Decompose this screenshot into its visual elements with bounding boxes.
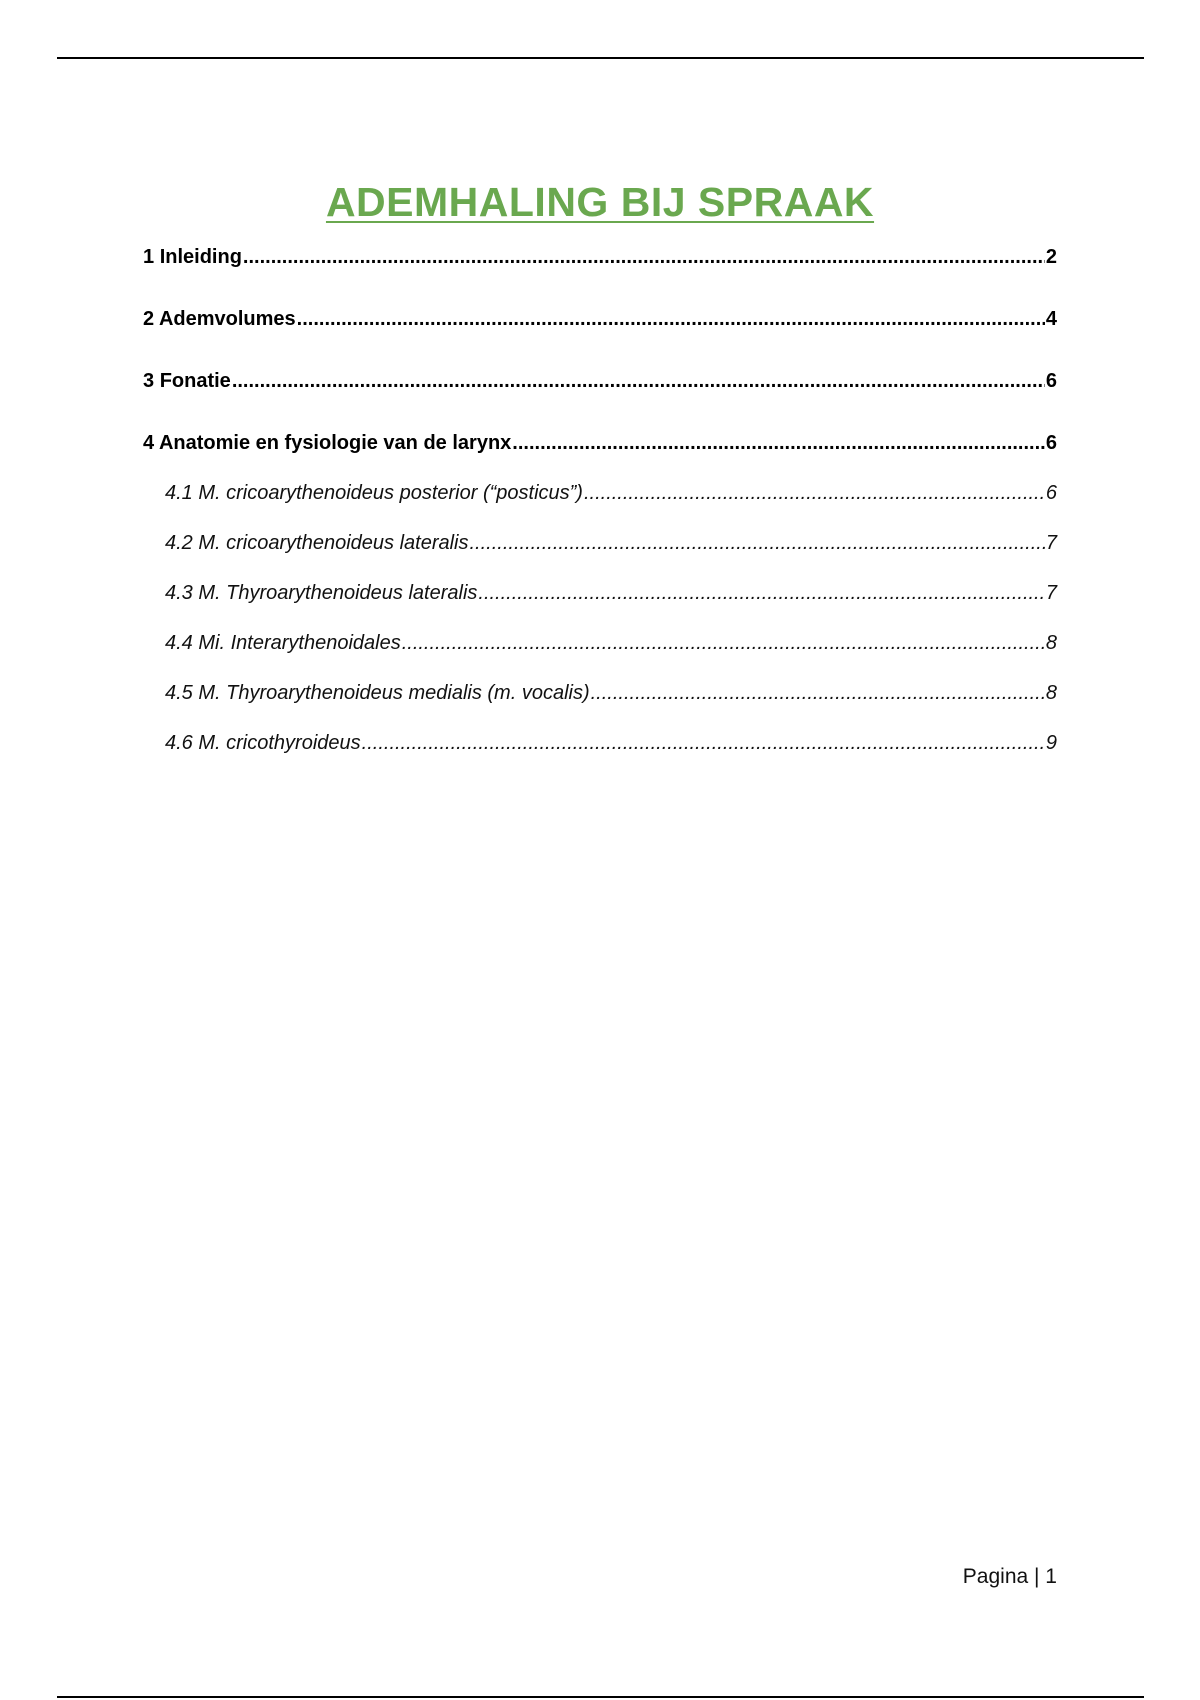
toc-page-number: 9	[1045, 732, 1057, 754]
header-rule	[57, 57, 1144, 59]
toc-entry-number: 1	[143, 246, 155, 268]
toc-entry-title	[143, 430, 511, 456]
toc-page-number: 8	[1045, 632, 1057, 654]
toc-entry-number: 4.4	[165, 632, 193, 654]
toc-entry-text: M. cricothyroideus	[198, 732, 361, 754]
toc-dot-leader	[243, 244, 1045, 270]
toc-page-number: 7	[1045, 532, 1057, 554]
toc-entry-text: Inleiding	[159, 246, 242, 268]
toc-entry-title	[165, 530, 469, 556]
toc-entry-number: 4.3	[165, 582, 193, 604]
toc-entry-text: Fonatie	[159, 370, 231, 392]
toc-entry-text: M. cricoarythenoideus lateralis	[198, 532, 469, 554]
toc-page-number: 6	[1045, 482, 1057, 504]
toc-dot-leader	[470, 530, 1045, 556]
toc-entry-number: 3	[143, 370, 155, 392]
toc-entry-number: 4.6	[165, 732, 193, 754]
document-title: ADEMHALING BIJ SPRAAK	[325, 179, 875, 226]
toc-entry[interactable]	[143, 430, 1057, 480]
toc-entry-title	[165, 480, 583, 506]
page-footer: Pagina | 1	[962, 1565, 1057, 1588]
toc-entry-number: 4.5	[165, 682, 193, 704]
toc-entry[interactable]	[143, 368, 1057, 430]
toc-entry-title	[165, 580, 477, 606]
toc-page-number: 7	[1045, 582, 1057, 604]
toc-entry-text: Ademvolumes	[158, 308, 296, 330]
toc-entry-text: M. Thyroarythenoideus medialis (m. vocalis)	[198, 682, 590, 704]
toc-dot-leader	[362, 730, 1045, 756]
toc-subentry[interactable]	[143, 630, 1057, 680]
toc-dot-leader	[584, 480, 1045, 506]
toc-entry-number: 4.1	[165, 482, 193, 504]
toc-subentry[interactable]	[143, 530, 1057, 580]
toc-entry-title	[165, 630, 401, 656]
toc-page-number: 6	[1045, 432, 1057, 454]
toc-entry-title	[143, 306, 296, 332]
toc-subentry[interactable]	[143, 680, 1057, 730]
toc-entry-number: 4.2	[165, 532, 193, 554]
toc-dot-leader	[297, 306, 1045, 332]
toc-page-number: 4	[1045, 308, 1057, 330]
table-of-contents	[143, 244, 1057, 780]
toc-entry-title	[143, 368, 231, 394]
toc-entry-title	[165, 680, 590, 706]
toc-page-number: 8	[1045, 682, 1057, 704]
toc-entry-text: Anatomie en fysiologie van de larynx	[158, 432, 512, 454]
toc-subentry[interactable]	[143, 480, 1057, 530]
toc-dot-leader	[232, 368, 1045, 394]
toc-dot-leader	[512, 430, 1045, 456]
toc-entry-number: 2	[143, 308, 155, 330]
toc-dot-leader	[478, 580, 1044, 606]
toc-entry-text: Mi. Interarythenoidales	[198, 632, 401, 654]
toc-entry-title	[165, 730, 361, 756]
toc-subentry[interactable]	[143, 730, 1057, 780]
toc-page-number: 2	[1045, 246, 1057, 268]
toc-entry[interactable]	[143, 306, 1057, 368]
toc-entry[interactable]	[143, 244, 1057, 306]
footer-rule	[57, 1696, 1144, 1698]
toc-page-number: 6	[1045, 370, 1057, 392]
toc-dot-leader	[591, 680, 1045, 706]
toc-dot-leader	[402, 630, 1045, 656]
toc-entry-number: 4	[143, 432, 155, 454]
toc-entry-title	[143, 244, 242, 270]
toc-entry-text: M. cricoarythenoideus posterior (“posticus”)	[198, 482, 583, 504]
toc-subentry[interactable]	[143, 580, 1057, 630]
toc-entry-text: M. Thyroarythenoideus lateralis	[198, 582, 478, 604]
